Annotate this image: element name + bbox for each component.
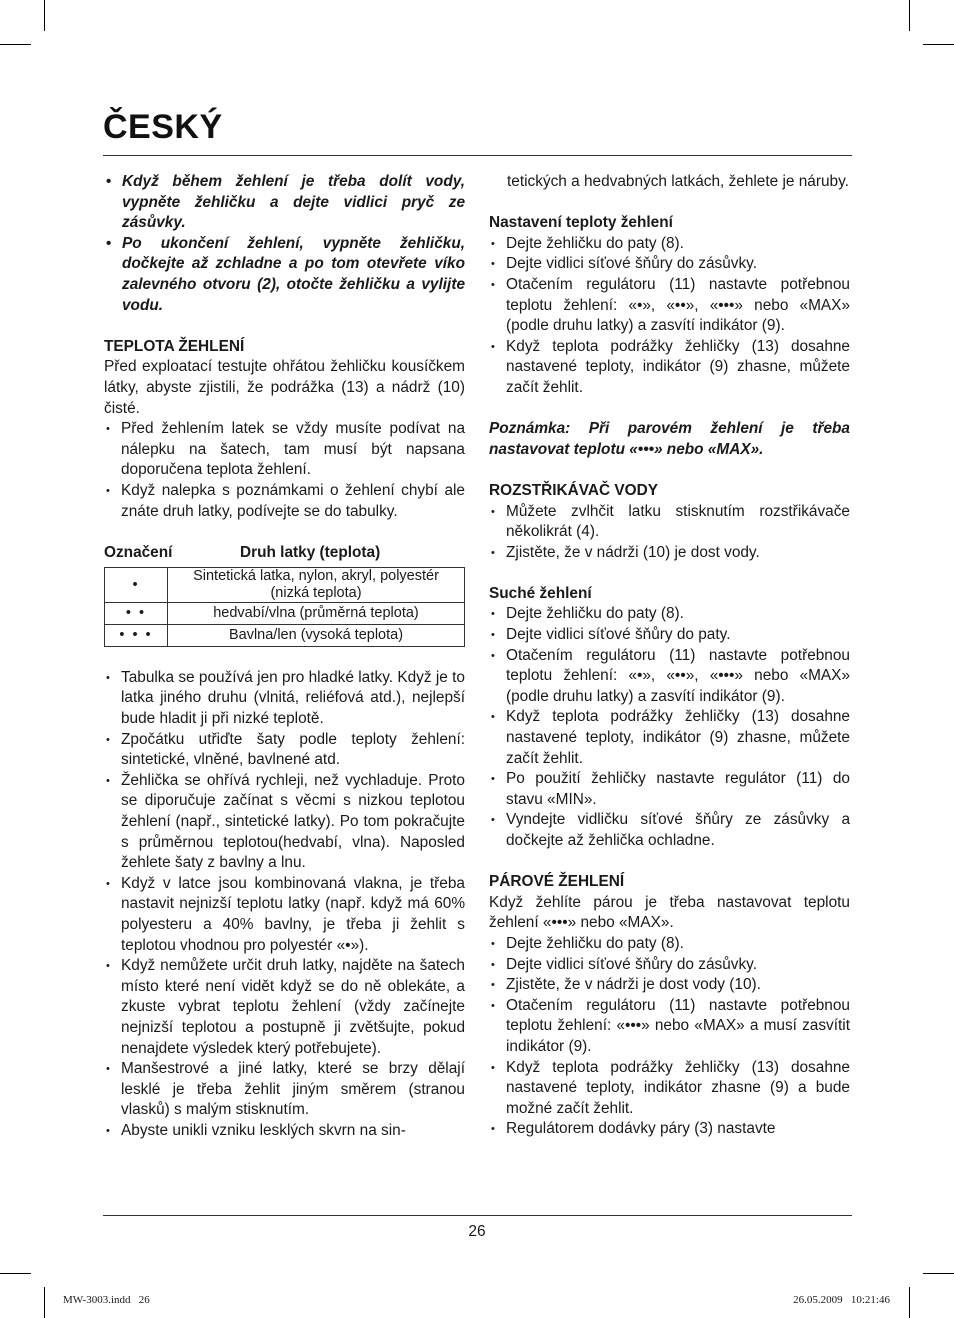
list-item: • Když nalepka s poznámkami o žehlení chybí ale znáte druh latky, podívejte se do tabulky.	[104, 481, 465, 522]
table-header	[104, 543, 465, 564]
list-item: • Když v latce jsou kombinovaná vlakna, je třeba nastavit nejnizší teplotu latky (např. když má 60% polyesteru a 40% bavlny, je třeba ji žehlit s teplotou vhodnou pro polyestér «•»).	[104, 874, 465, 956]
section-heading-spray: ROZSTŘIKÁVAČ VODY	[489, 481, 659, 499]
list-item: • Otačením regulátoru (11) nastavte potřebnou teplotu žehlení: «•••» nebo «MAX» a musí zasvítit indikátor (9).	[489, 996, 850, 1058]
setting-list	[489, 234, 850, 399]
list-item: • Žehlička se ohřívá rychleji, než vychladuje. Proto se diporučuje začínat s věcmi s nizkou teplotou žehlení (např., sintetické latky). Po tom pokračujte s průměrnou teplotou(hedvabí, vlna). Naposled žehlete šaty z bavlny a lnu.	[104, 771, 465, 874]
note: Poznámka: Při parovém žehlení je třeba nastavovat teplotu «•••» nebo «MAX».	[489, 420, 850, 458]
list-item: • Zpočátku utřiďte šaty podle teploty žehlení: sintetické, vlněné, bavlnené atd.	[104, 730, 465, 771]
table-row	[105, 568, 465, 603]
list-item: • Vyndejte vidličku síťové šňůry ze zásůvky a dočkejte až žehlička ochladne.	[489, 810, 850, 851]
crop-mark	[909, 1287, 910, 1318]
footer-file-info: MW-3003.indd 26	[63, 1294, 150, 1306]
list-item: • Otačením regulátoru (11) nastavte potřebnou teplotu žehlení: «•», «••», «•••» nebo «MAX» (podle druhu latky) a zasvítí indikátor (9).	[489, 275, 850, 337]
table-cell-fabric: Bavlna/len (vysoká teplota)	[168, 625, 465, 647]
section-heading-dry: Suché žehlení	[489, 584, 592, 602]
list-item: • Zjistěte, že v nádrži je dost vody (10).	[489, 975, 850, 996]
table-cell-fabric: Sintetická latka, nylon, akryl, polyestér (nizká teplota)	[168, 568, 465, 603]
list-item: • Tabulka se používá jen pro hladké latky. Když je to latka jiného druhu (vlnitá, reliéfová atd.), nejlepší bude hladit ji při nizké teplotě.	[104, 668, 465, 730]
list-item: • Dejte žehličku do paty (8).	[489, 234, 850, 255]
crop-mark	[0, 1273, 31, 1274]
list-item: • Dejte žehličku do paty (8).	[489, 604, 850, 625]
steam-intro: Když žehlíte párou je třeba nastavovat teplotu žehlení «•••» nebo «MAX».	[489, 893, 850, 932]
crop-mark	[923, 1273, 954, 1274]
footer-rule	[103, 1215, 852, 1216]
page-number: 26	[468, 1223, 486, 1240]
table-cell-symbol: • •	[105, 603, 168, 625]
table-header-symbol: Označení	[104, 543, 173, 561]
warning-item: • Když během žehlení je třeba dolít vody, vypněte žehličku a dejte vidlici pryč ze zásůvky.	[104, 172, 465, 234]
list-item: • Když teplota podrážky žehličky (13) dosahne nastavené teploty, indikátor (9) zhasne, můžete začít žehlit.	[489, 337, 850, 399]
list-item: • Regulátorem dodávky páry (3) nastavte	[489, 1119, 850, 1140]
section-heading-setting: Nastavení teploty žehlení	[489, 214, 673, 232]
crop-mark	[44, 1287, 45, 1318]
page-title: ČESKÝ	[103, 108, 223, 146]
table-row	[105, 603, 465, 625]
list-item: • Otačením regulátoru (11) nastavte potřebnou teplotu žehlení: «•», «••», «•••» nebo «MAX» (podle druhu latky) a zasvítí indikátor (9).	[489, 646, 850, 708]
dry-list	[489, 604, 850, 851]
list-item: • Dejte vidlici síťové šňůry do paty.	[489, 625, 850, 646]
list-item: • Dejte vidlici síťové šňůry do zásůvky.	[489, 955, 850, 976]
list-item: • Když nemůžete určit druh latky, najděte na šatech místo které není vidět když se do ně oblekáte, a zkuste vybrat teplotu žehlení (vždy začínejte nejnizší teplotou a postupně ji zvětšujte, pokud nenajdete výsledek který potřebujete).	[104, 956, 465, 1059]
crop-mark	[44, 0, 45, 31]
list-item: • Můžete zvlhčit latku stisknutím rozstřikávače několikrát (4).	[489, 502, 850, 543]
crop-mark	[0, 44, 31, 45]
warning-list	[104, 172, 465, 316]
left-column	[104, 172, 465, 1142]
crop-mark	[909, 0, 910, 31]
table-cell-symbol: • • •	[105, 625, 168, 647]
table-header-fabric: Druh latky (teplota)	[240, 543, 381, 561]
spray-list	[489, 502, 850, 564]
fabric-tips-list	[104, 668, 465, 1142]
list-item: • Abyste unikli vzniku lesklých skvrn na sin-	[104, 1121, 465, 1142]
continuation-text: tetických a hedvabných latkách, žehlete je náruby.	[507, 173, 849, 190]
list-item: • Dejte žehličku do paty (8).	[489, 934, 850, 955]
list-item: • Když teplota podrážky žehličky (13) dosahne nastavené teploty, indikátor (9) zhasne, můžete začít žehlit.	[489, 707, 850, 769]
list-item: • Zjistěte, že v nádrži (10) je dost vody.	[489, 543, 850, 564]
table-cell-fabric: hedvabí/vlna (průměrná teplota)	[168, 603, 465, 625]
list-item: • Dejte vidlici síťové šňůry do zásůvky.	[489, 254, 850, 275]
temperature-intro: Před exploatací testujte ohřátou žehličku kousíčkem látky, abyste zjistili, že podrážka (13) a nádrž (10) čisté.	[104, 358, 465, 417]
title-rule	[103, 155, 852, 156]
list-item: • Když teplota podrážky žehličky (13) dosahne nastavené teploty, indikátor zhasne (9) a bude možné začít žehlit.	[489, 1058, 850, 1120]
table-cell-symbol: •	[105, 568, 168, 603]
list-item: • Před žehlením latek se vždy musíte podívat na nálepku na šatech, tam musí být napsana doporučena teplota žehlení.	[104, 419, 465, 481]
section-heading-temperature: TEPLOTA ŽEHLENÍ	[104, 337, 245, 355]
table-row	[105, 625, 465, 647]
steam-list	[489, 934, 850, 1140]
warning-item: • Po ukončení žehlení, vypněte žehličku, dočkejte až zchladne a po tom otevřete víko zalevného otvoru (2), otočte žehličku a vylijte vodu.	[104, 234, 465, 316]
footer-timestamp: 26.05.2009 10:21:46	[793, 1294, 890, 1306]
right-column	[489, 172, 850, 1140]
temperature-list	[104, 419, 465, 522]
section-heading-steam: PÁROVÉ ŽEHLENÍ	[489, 873, 625, 891]
crop-mark	[923, 44, 954, 45]
list-item: • Manšestrové a jiné latky, které se brzy dělají lesklé je třeba žehlit jiným směrem (stranou vlasků) s malým stisknutím.	[104, 1059, 465, 1121]
list-item: • Po použití žehličky nastavte regulátor (11) do stavu «MIN».	[489, 769, 850, 810]
fabric-table	[104, 567, 465, 647]
